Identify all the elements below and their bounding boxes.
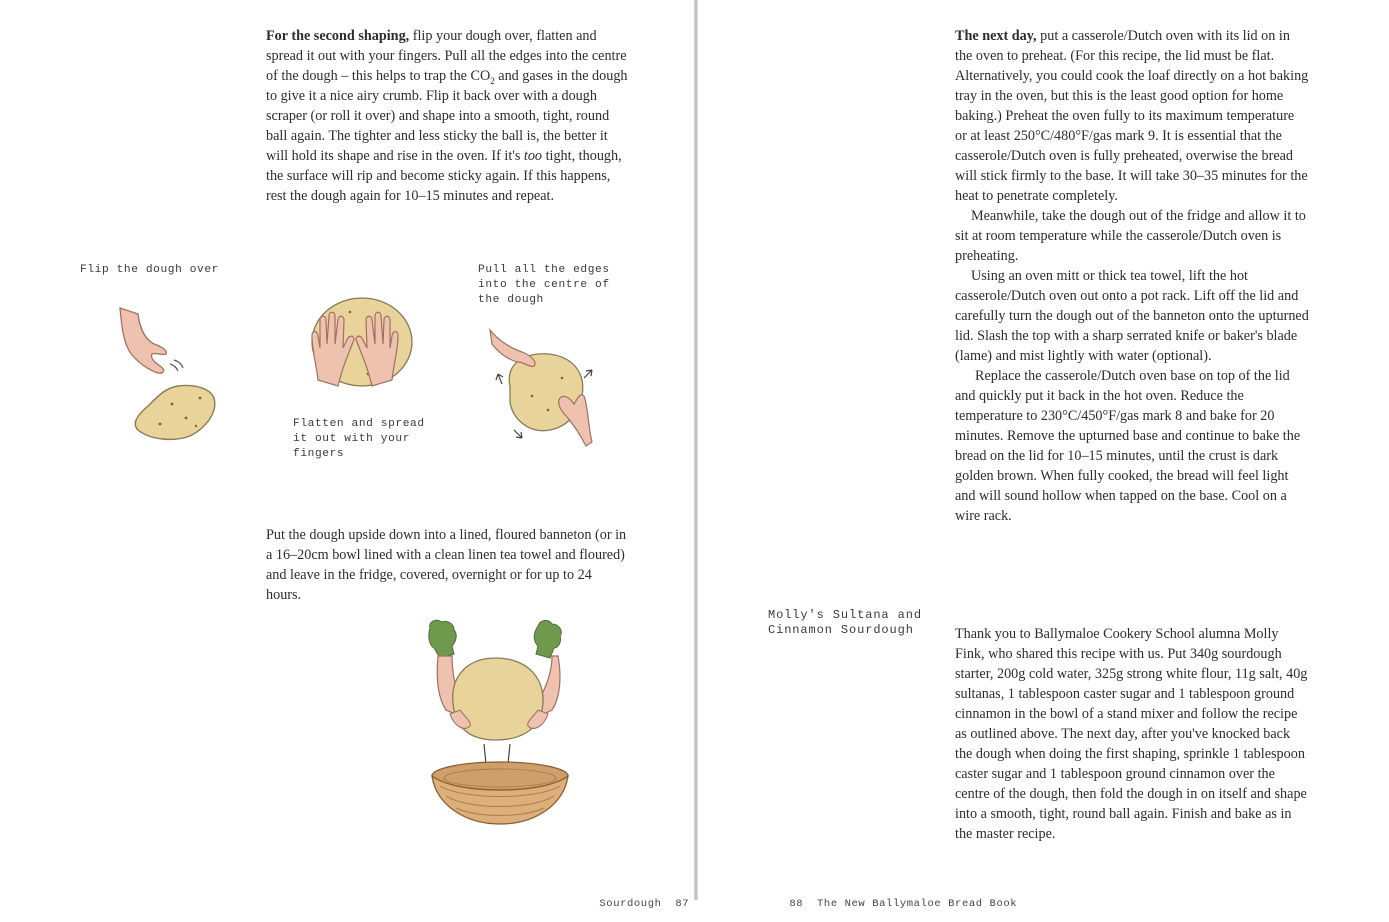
caption-flatten-spread: Flatten and spread it out with your fingers (293, 418, 425, 460)
second-shaping-text-2: and gases in the dough to give it a nice airy crumb. Flip it back over with a dough scraper (or roll it over) and shape into a smooth, tight, round ball again. The tighter and less sticky the ball is, the better it will hold its shape and rise in the oven. If it's (266, 68, 628, 164)
caption-flip-dough: Flip the dough over (80, 264, 219, 276)
left-page-footer (558, 886, 689, 922)
flip-dough-illustration (110, 300, 230, 450)
second-shaping-text-3: tight, though, the surface will rip and become sticky again. If this happens, rest the dough again for 10–15 minutes and repeat. (266, 148, 622, 204)
pull-edges-illustration (488, 322, 608, 452)
too-emphasis: too (523, 148, 543, 164)
second-shaping-lead: For the second shaping, (266, 28, 410, 44)
second-shaping-paragraph (266, 26, 628, 206)
molly-recipe-paragraph: Thank you to Ballymaloe Cookery School alumna Molly Fink, who shared this recipe with us. Put 340g sourdough starter, 200g cold water, 325g strong white flour, 11g salt, 40g sultanas, 1 tablespoon caster sugar and 1 tablespoon ground cinnamon in the bowl of a stand mixer and follow the recipe as outlined above. The next day, after you've knocked back the dough when doing the first shaping, sprinkle 1 tablespoon caster sugar and 1 tablespoon ground cinnamon over the centre of the dough, then fold the dough in on itself and shape into a smooth, tight, round ball again. Finish and bake as in the master recipe. (955, 626, 1308, 842)
book-title: The New Ballymaloe Bread Book (817, 898, 1018, 910)
left-page (0, 0, 694, 910)
banneton-illustration (424, 618, 574, 836)
right-page-footer (748, 886, 1017, 922)
caption-pull-edges: Pull all the edges into the centre of the dough (478, 264, 610, 306)
second-shaping-text-1: flip your dough over, flatten and spread it out with your fingers. Pull all the edges into the centre of the dough – this helps to trap the CO (266, 28, 627, 84)
section-name: Sourdough (599, 898, 662, 910)
next-day-block (955, 26, 1309, 526)
next-day-text: put a casserole/Dutch oven with its lid on in the oven to preheat. (For this recipe, the lid must be flat. Alternatively, you could cook the loaf directly on a hot baking tray in the oven, but this is the least good option for home baking.) Preheat the oven fully to its maximum temperature or at least 250°C/480°F/gas mark 9. It is essential that the casserole/Dutch oven is fully preheated, overwise the bread will stick firmly to the base. It will take 30–35 minutes for the heat to penetrate completely. (955, 28, 1309, 204)
replace-casserole-paragraph: Replace the casserole/Dutch oven base on top of the lid and quickly put it back in the hot oven. Reduce the temperature to 230°C/450°F/gas mark 8 and bake for 20 minutes. Remove the upturned base and continue to bake the bread on the lid for 10–15 minutes, until the crust is dark golden brown. When fully cooked, the bread will feel light and will sound hollow when tapped on the base. Cool on a wire rack. (955, 368, 1301, 524)
flatten-dough-illustration (298, 290, 418, 390)
right-page (698, 0, 1389, 910)
meanwhile-paragraph: Meanwhile, take the dough out of the fridge and allow it to sit at room temperature while the casserole/Dutch oven is preheating. (955, 208, 1306, 264)
co2-subscript: 2 (490, 75, 495, 86)
banneton-paragraph: Put the dough upside down into a lined, floured banneton (or in a 16–20cm bowl lined with a clean linen tea towel and floured) and leave in the fridge, covered, overnight or for up to 24 hours. (266, 527, 627, 603)
oven-mitt-paragraph: Using an oven mitt or thick tea towel, lift the hot casserole/Dutch oven out onto a pot rack. Lift off the lid and carefully turn the dough out of the banneton onto the upturned lid. Slash the top with a sharp serrated knife or baker's blade (lame) and mist lightly with water (optional). (955, 268, 1309, 364)
sidebar-recipe-title: Molly's Sultana and Cinnamon Sourdough (768, 608, 922, 637)
next-day-lead: The next day, (955, 28, 1037, 44)
right-page-number: 88 (789, 898, 804, 910)
left-page-number: 87 (675, 898, 690, 910)
